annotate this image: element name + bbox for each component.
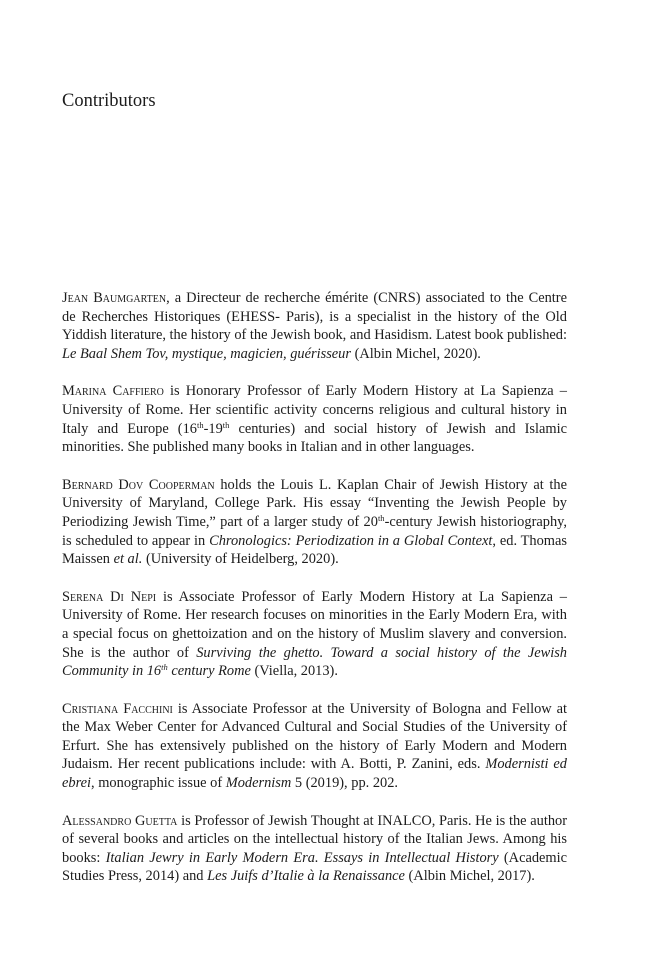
- entry-text: is Associate Professor of Early Modern History at La Sapienza – University of Rome. Her research focuses on minorities in the Early Modern Era, with a special focus on ghettoization and on the history of Muslim slavery and conversion. She is the author of: [62, 588, 567, 661]
- contributor-entry: [62, 382, 567, 456]
- entry-text: Surviving the ghetto. Toward a social history of the Jewish Community in 16: [62, 644, 567, 680]
- contributor-entry: [62, 588, 567, 681]
- entry-text: et al.: [113, 551, 143, 568]
- entry-text: (Academic Studies Press, 2014) and: [62, 849, 568, 885]
- entry-text: (Viella, 2013).: [250, 663, 338, 680]
- entry-text: is Honorary Professor of Early Modern History at La Sapienza – University of Rome. Her scientific activity concerns religious and cultural history in Italy and Europe (16: [62, 383, 567, 437]
- entry-text: (Albin Michel, 2020).: [350, 345, 481, 362]
- entry-text: Modernism: [225, 775, 292, 792]
- contributor-name: Bernard Dov Cooperman: [62, 476, 215, 493]
- entry-text: is Professor of Jewish Thought at INALCO, Paris. He is the author of several books and articles on the intellectual history of the Italian Jews. Among his books:: [62, 812, 567, 866]
- entry-text: th: [222, 419, 230, 430]
- contributor-name: Alessandro Guetta: [62, 812, 178, 829]
- entry-text: , ed. Thomas Maissen: [62, 532, 567, 568]
- contributor-entry: [62, 476, 567, 569]
- entry-text: (Albin Michel, 2017).: [404, 868, 535, 885]
- entry-text: century Rome: [167, 663, 251, 680]
- contributor-entry: [62, 289, 567, 363]
- entry-text: Le Baal Shem Tov, mystique, magicien, guérisseur: [62, 345, 351, 362]
- entry-text: Les Juifs d’Italie à la Renaissance: [207, 868, 405, 885]
- entry-text: Modernisti ed ebrei: [62, 756, 567, 792]
- entry-text: Italian Jewry in Early Modern Era. Essays in Intellectual History: [105, 849, 499, 866]
- contributor-name: Jean Baumgarten: [62, 290, 167, 306]
- page-title: Contributors: [62, 91, 156, 111]
- entry-text: , a Directeur de recherche émérite (CNRS) associated to the Centre de Recherches Historiques (EHESS- Paris), is a specialist in the history of the Old Yiddish literature, the history of the Jewish book, and Hasidism. Latest book published:: [62, 290, 567, 344]
- entry-text: th: [196, 419, 204, 430]
- contributor-entry: [62, 812, 567, 886]
- entry-text: Chronologics: Periodization in a Global Context: [209, 532, 493, 549]
- entry-text: , monographic issue of: [91, 775, 226, 792]
- entry-text: -19: [203, 420, 223, 437]
- contributor-name: Marina Caffiero: [62, 383, 164, 400]
- entry-text: is Associate Professor at the University of Bologna and Fellow at the Max Weber Center for Advanced Cultural and Social Studies of the University of Erfurt. She has extensively published on the history of Early Modern and Modern Judaism. Her recent publications include: with A. Botti, P. Zanini, eds.: [62, 700, 568, 773]
- entry-text: holds the Louis L. Kaplan Chair of Jewish History at the University of Maryland, College Park. His essay “Inventing the Jewish People by Periodizing Jewish Time,” part of a larger study of 20: [62, 476, 567, 530]
- contributor-name: Cristiana Facchini: [62, 700, 173, 717]
- entry-text: 5 (2019), pp. 202.: [291, 775, 399, 792]
- contributor-name: Serena Di Nepi: [62, 588, 157, 605]
- contributors-list: [62, 289, 567, 905]
- contributor-entry: [62, 700, 567, 793]
- entry-text: th: [377, 512, 385, 523]
- entry-text: -century Jewish historiography, is scheduled to appear in: [62, 513, 567, 549]
- entry-text: th: [161, 662, 168, 673]
- entry-text: (University of Heidelberg, 2020).: [142, 551, 339, 568]
- entry-text: centuries) and social history of Jewish and Islamic minorities. She published many books in Italian and in other languages.: [62, 420, 567, 456]
